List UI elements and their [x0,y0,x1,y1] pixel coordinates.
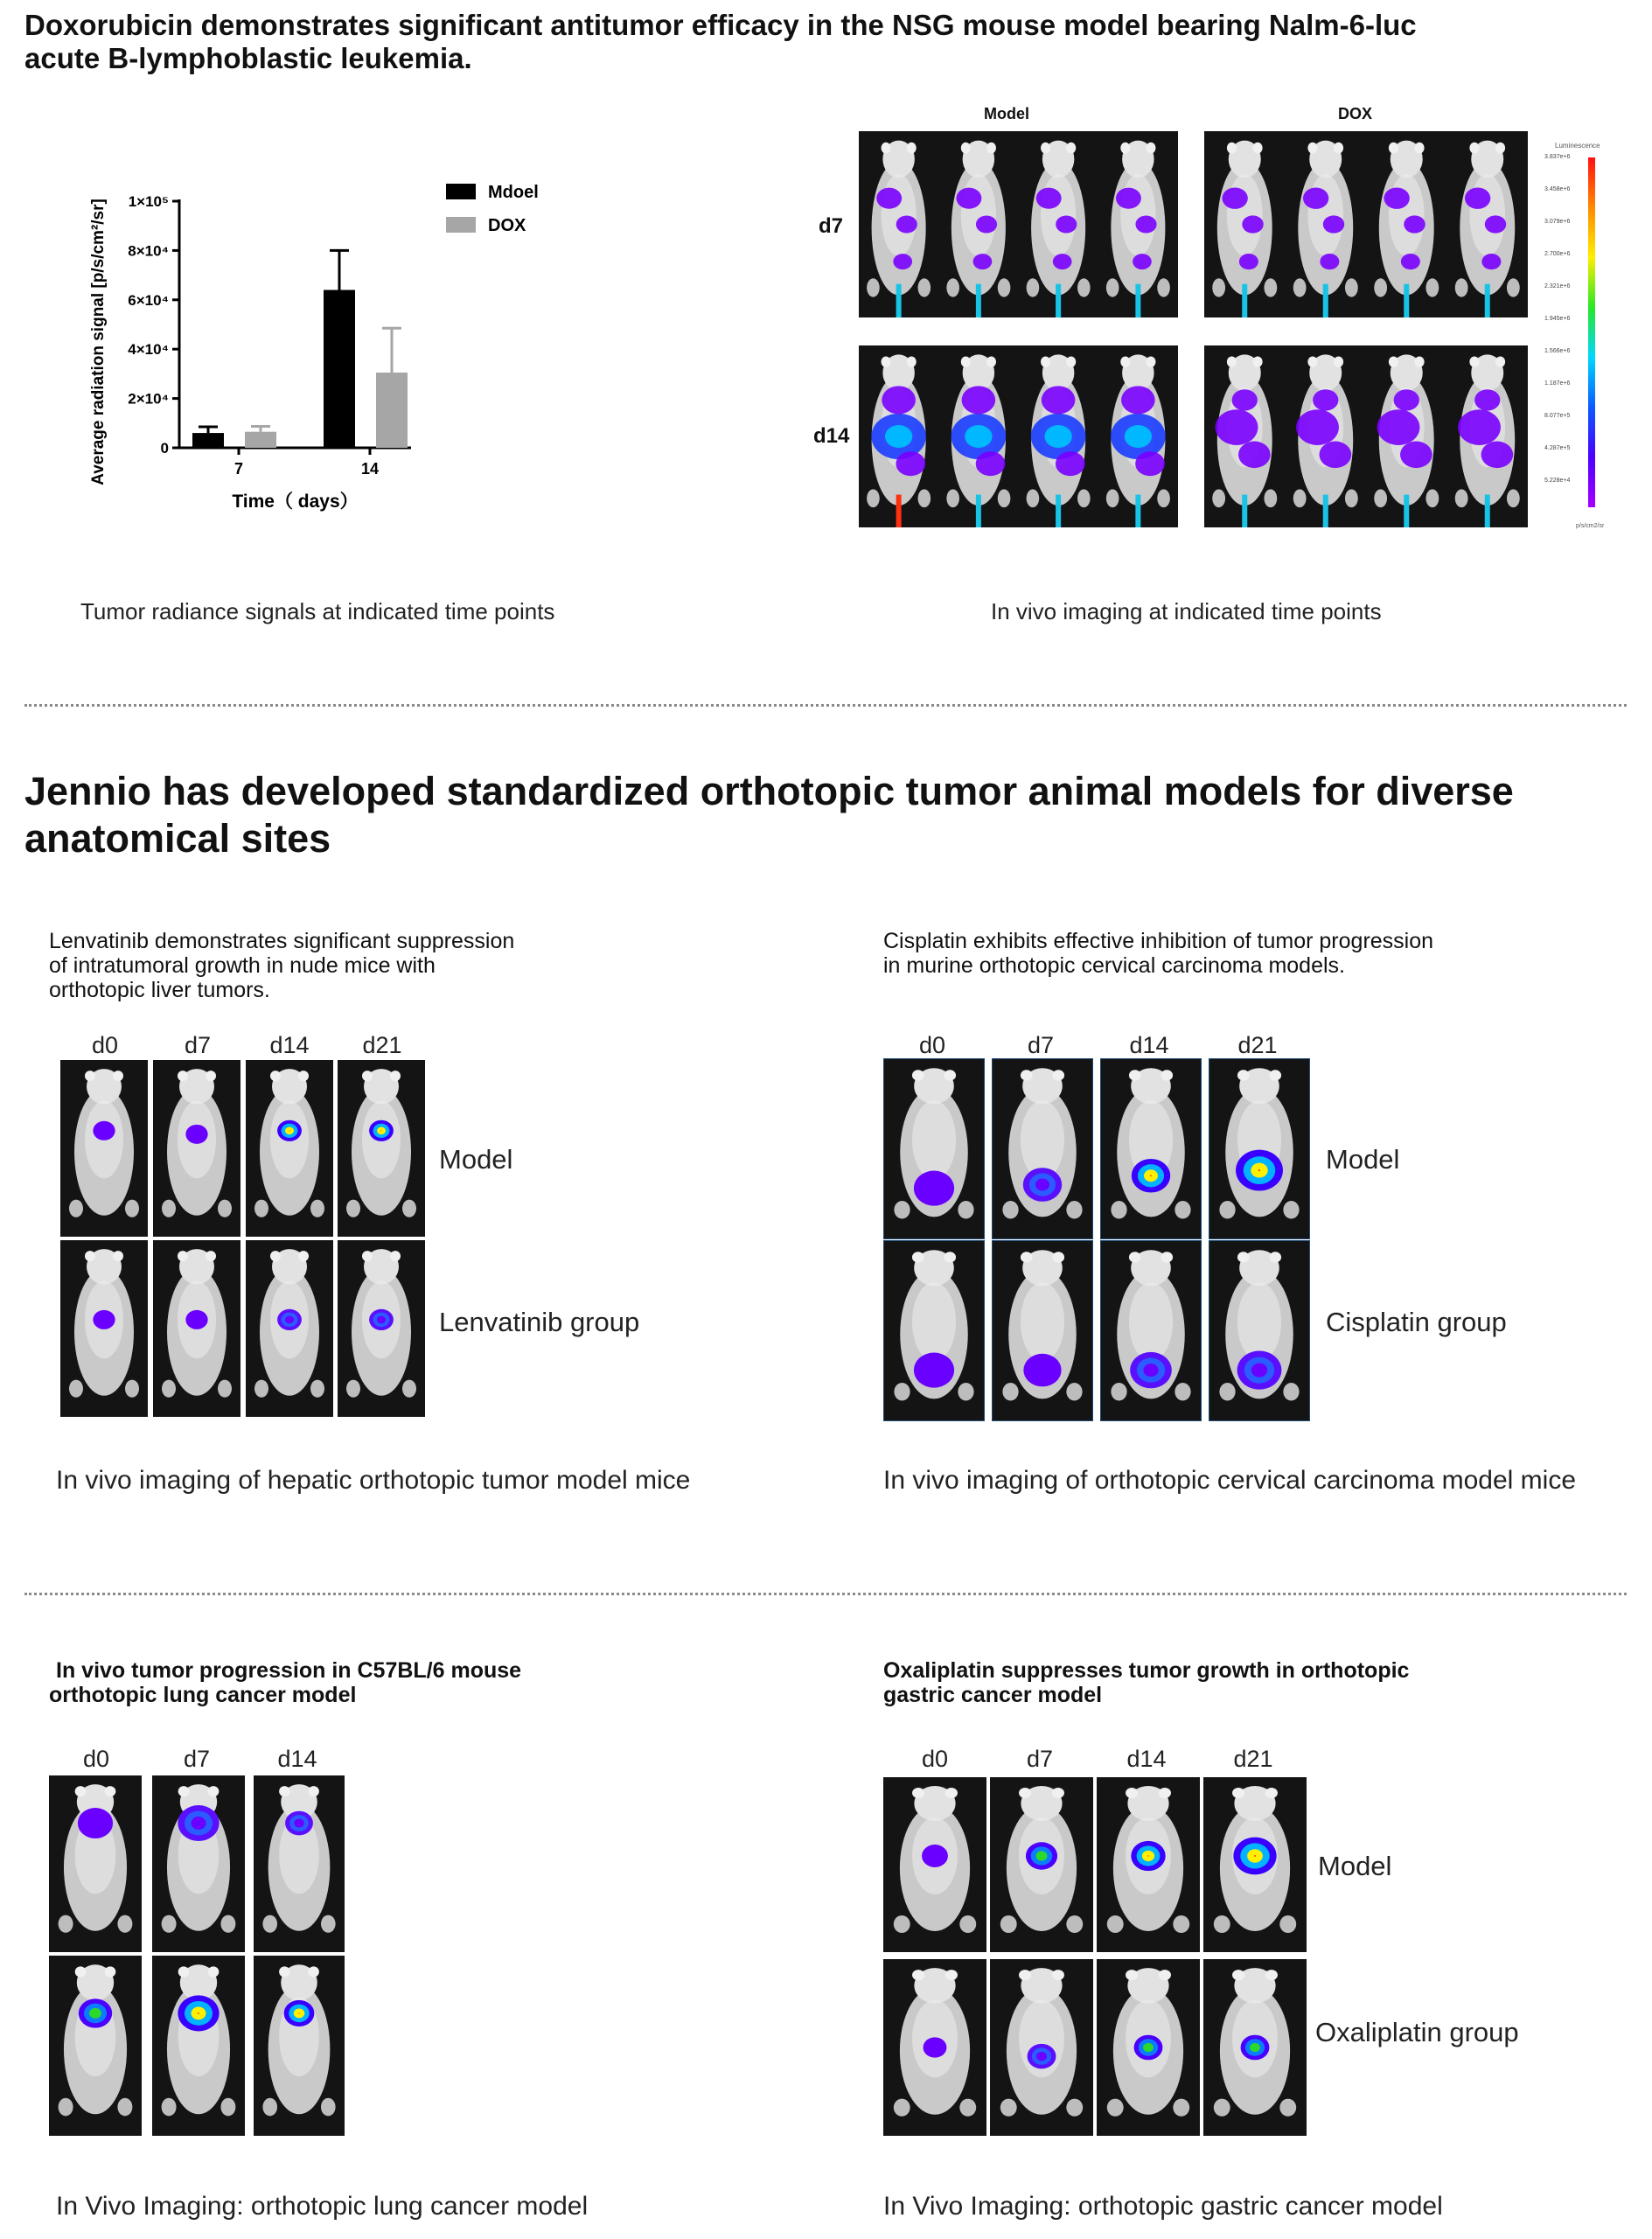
liver-day-label: d21 [362,1032,402,1058]
mouse-body [1293,354,1358,527]
section-divider [24,1593,1627,1595]
imaging-panel-dox-d14 [1204,345,1528,527]
mouse-body [262,1964,335,2116]
x-tick-label: 14 [360,460,380,478]
mouse-body [162,1069,232,1217]
cervical-panel-title [883,929,1433,978]
cervical-model-d7 [992,1058,1093,1239]
gastric-day-label: d0 [921,1746,949,1772]
mouse-body [1000,1786,1083,1933]
imaging-row-label-d14: d14 [813,424,850,448]
colorbar-ticks [1544,154,1588,521]
liver-title-line: Lenvatinib demonstrates significant suppression [49,929,515,953]
mouse-image [153,1240,240,1417]
mouse-body [1027,141,1091,317]
chart-caption: Tumor radiance signals at indicated time points [80,598,555,624]
gastric-row-label-treated: Oxaliplatin group [1315,2017,1519,2047]
mouse-body [894,1068,973,1218]
gastric-model-d7 [990,1777,1093,1952]
gastric-treated-d14 [1097,1959,1200,2136]
mouse-body [1002,1068,1082,1218]
y-tick-label: 2×10⁴ [128,390,169,408]
colorbar-tick: 2.700e+6 [1544,251,1571,257]
cervical-day-label: d7 [1027,1032,1055,1058]
section2-title [24,768,1514,862]
y-tick-label: 6×10⁴ [128,291,169,309]
mouse-image [1097,1777,1200,1952]
y-tick-label: 8×10⁴ [128,242,169,260]
mouse-image [246,1240,333,1417]
mouse-body [1107,1786,1189,1933]
x-axis-label: Time（ days） [232,492,359,512]
lung-top-d7 [152,1775,245,1952]
liver-treated-d14 [246,1240,333,1417]
colorbar-tick: 8.077e+5 [1544,413,1571,419]
imaging-caption: In vivo imaging at indicated time points [991,598,1382,624]
imaging-col-header-dox: DOX [1338,105,1373,122]
liver-treated-d7 [153,1240,240,1417]
mouse-image [993,1059,1092,1238]
section-divider [24,704,1627,707]
mouse-image [883,1777,986,1952]
lung-caption: In Vivo Imaging: orthotopic lung cancer model [56,2192,589,2221]
imaging-row-label-d7: d7 [819,214,844,238]
mouse-image [153,1060,240,1237]
lung-day-label: d7 [183,1746,211,1772]
y-axis-label: Average radiation signal [p/s/cm²/sr] [89,199,108,485]
cervical-treated-d21 [1209,1240,1310,1421]
y-tick-label: 1×10⁵ [128,193,169,210]
mouse-image [152,1956,245,2136]
colorbar-tick: 3.079e+6 [1544,219,1571,225]
cervical-day-label: d14 [1129,1032,1169,1058]
mouse-body [1106,141,1170,317]
mouse-body [69,1069,139,1217]
liver-model-d0 [60,1060,148,1237]
mouse-image [883,1959,986,2136]
mouse-image [152,1775,245,1952]
cervical-title-line: in murine orthotopic cervical carcinoma models. [883,953,1345,978]
colorbar-unit: p/s/cm2/sr [1576,523,1605,529]
legend-swatch [446,217,476,233]
mouse-body [1111,1068,1190,1218]
mouse-body [254,1069,324,1217]
section2-title-line2: anatomical sites [24,816,331,861]
bar-dox-7 [245,432,276,448]
mouse-body [1293,141,1358,317]
lung-title-line: In vivo tumor progression in C57BL/6 mouse [56,1658,522,1683]
gastric-caption: In Vivo Imaging: orthotopic gastric cancer model [883,2192,1443,2221]
mouse-image [990,1959,1093,2136]
colorbar-tick: 3.458e+6 [1544,186,1571,192]
liver-day-label: d0 [91,1032,119,1058]
cervical-treated-d14 [1100,1240,1202,1421]
imaging-col-header-model: Model [984,105,1029,122]
mouse-image [993,1241,1092,1420]
mouse-body [894,1786,976,1933]
mouse-body [1106,354,1170,527]
lung-day-label: d0 [82,1746,110,1772]
mouse-body [946,354,1010,527]
liver-treated-d0 [60,1240,148,1417]
mouse-body [162,1964,236,2116]
mouse-body [1000,1968,1083,2117]
mouse-body [1455,354,1520,527]
mouse-body [1219,1068,1299,1218]
liver-treated-d21 [338,1240,425,1417]
mouse-image [990,1777,1093,1952]
mouse-body [59,1964,133,2116]
lung-bottom-d0 [49,1956,142,2136]
cervical-model-d0 [883,1058,985,1239]
section2-title-line1: Jennio has developed standardized orthotopic tumor animal models for diverse [24,769,1514,813]
gastric-model-d14 [1097,1777,1200,1952]
liver-model-d21 [338,1060,425,1237]
mouse-body [162,1784,236,1933]
mouse-body [946,141,1010,317]
cervical-title-line: Cisplatin exhibits effective inhibition of tumor progression [883,929,1434,953]
imaging-panel-model-d14 [859,345,1178,527]
mouse-image [1209,1059,1309,1238]
gastric-row-label-model: Model [1318,1851,1392,1881]
cervical-day-label: d0 [918,1032,946,1058]
lung-bottom-d7 [152,1956,245,2136]
liver-row-label-treated: Lenvatinib group [439,1307,640,1337]
mouse-image [1209,1241,1309,1420]
mouse-image [254,1956,345,2136]
section1-title-line2: acute B-lymphoblastic leukemia. [24,42,472,74]
liver-title-line: orthotopic liver tumors. [49,978,270,1002]
lung-day-label: d14 [277,1746,317,1772]
mouse-body [1212,141,1277,317]
cervical-treated-d7 [992,1240,1093,1421]
mouse-body [1214,1968,1296,2117]
mouse-image [338,1240,425,1417]
liver-row-label-model: Model [439,1144,513,1175]
lung-bottom-d14 [254,1956,345,2136]
liver-panel-title [49,929,514,1002]
mouse-image [1097,1959,1200,2136]
bar-dox-14 [376,373,408,448]
gastric-treated-d7 [990,1959,1093,2136]
gastric-title-line: Oxaliplatin suppresses tumor growth in orthotopic [883,1658,1410,1683]
liver-caption: In vivo imaging of hepatic orthotopic tumor model mice [56,1466,691,1495]
gastric-day-label: d7 [1026,1746,1054,1772]
mouse-image [338,1060,425,1237]
mouse-image [884,1241,984,1420]
colorbar-tick: 5.228e+4 [1544,478,1571,484]
mouse-image [1101,1241,1201,1420]
colorbar-title: Luminescence [1555,142,1600,150]
section1-title-line1: Doxorubicin demonstrates significant antitumor efficacy in the NSG mouse model bearing Nalm-6-luc [24,9,1417,41]
bar-mdoel-14 [324,290,355,448]
cervical-row-label-treated: Cisplatin group [1326,1307,1507,1337]
mouse-body [59,1784,133,1933]
mouse-body [1111,1250,1190,1400]
gastric-title-line: gastric cancer model [883,1683,1103,1707]
mouse-body [1455,141,1520,317]
mouse-body [1002,1250,1082,1400]
legend-label: Mdoel [488,183,539,202]
lung-top-d0 [49,1775,142,1952]
cervical-model-d14 [1100,1058,1202,1239]
gastric-treated-d21 [1203,1959,1307,2136]
mouse-image [1203,1777,1307,1952]
legend-label: DOX [488,216,526,235]
mouse-body [1027,354,1091,527]
section1-title [24,9,1417,75]
mouse-body [1107,1968,1189,2117]
mouse-body [346,1069,416,1217]
imaging-figure [813,96,1635,560]
y-tick-label: 4×10⁴ [128,341,169,359]
colorbar-tick: 4.287e+5 [1544,445,1571,451]
mouse-body [1219,1250,1299,1400]
imaging-panel-model-d7 [859,131,1178,317]
gastric-model-d0 [883,1777,986,1952]
mouse-body [1212,354,1277,527]
mouse-image [1101,1059,1201,1238]
colorbar-tick: 1.566e+6 [1544,348,1571,354]
mouse-image [49,1956,142,2136]
x-tick-label: 7 [234,460,244,478]
colorbar [1588,157,1595,507]
cervical-model-d21 [1209,1058,1310,1239]
mouse-image [859,345,1178,527]
mouse-body [69,1249,139,1398]
cervical-treated-d0 [883,1240,985,1421]
mouse-body [867,141,931,317]
mouse-body [1374,354,1439,527]
liver-day-label: d14 [269,1032,310,1058]
liver-day-label: d7 [184,1032,212,1058]
cervical-caption: In vivo imaging of orthotopic cervical carcinoma model mice [883,1466,1576,1495]
mouse-image [1204,345,1528,527]
mouse-body [262,1784,335,1933]
mouse-image [49,1775,142,1952]
gastric-treated-d0 [883,1959,986,2136]
radiance-bar-chart [79,131,603,534]
colorbar-tick: 1.945e+6 [1544,316,1571,322]
mouse-image [60,1240,148,1417]
gastric-model-d21 [1203,1777,1307,1952]
liver-model-d14 [246,1060,333,1237]
mouse-body [1214,1786,1296,1933]
liver-title-line: of intratumoral growth in nude mice with [49,953,436,978]
gastric-day-label: d21 [1233,1746,1273,1772]
legend-swatch [446,184,476,199]
mouse-image [859,131,1178,317]
colorbar-tick: 1.187e+6 [1544,380,1571,387]
mouse-body [894,1250,973,1400]
mouse-image [884,1059,984,1238]
mouse-image [254,1775,345,1952]
lung-panel-title [49,1658,521,1707]
colorbar-tick: 2.321e+6 [1544,283,1571,289]
mouse-body [162,1249,232,1398]
lung-title-line: orthotopic lung cancer model [49,1683,357,1707]
imaging-panel-dox-d7 [1204,131,1528,317]
gastric-panel-title [883,1658,1409,1707]
mouse-body [867,354,931,527]
bar-mdoel-7 [192,433,224,448]
lung-top-d14 [254,1775,345,1952]
mouse-image [1204,131,1528,317]
y-tick-label: 0 [160,440,169,457]
colorbar-tick: 3.837e+6 [1544,154,1571,160]
mouse-image [246,1060,333,1237]
liver-model-d7 [153,1060,240,1237]
mouse-image [1203,1959,1307,2136]
mouse-body [254,1249,324,1398]
mouse-body [1374,141,1439,317]
cervical-row-label-model: Model [1326,1144,1400,1175]
gastric-day-label: d14 [1126,1746,1167,1772]
mouse-body [894,1968,976,2117]
cervical-day-label: d21 [1237,1032,1278,1058]
mouse-body [346,1249,416,1398]
mouse-image [60,1060,148,1237]
